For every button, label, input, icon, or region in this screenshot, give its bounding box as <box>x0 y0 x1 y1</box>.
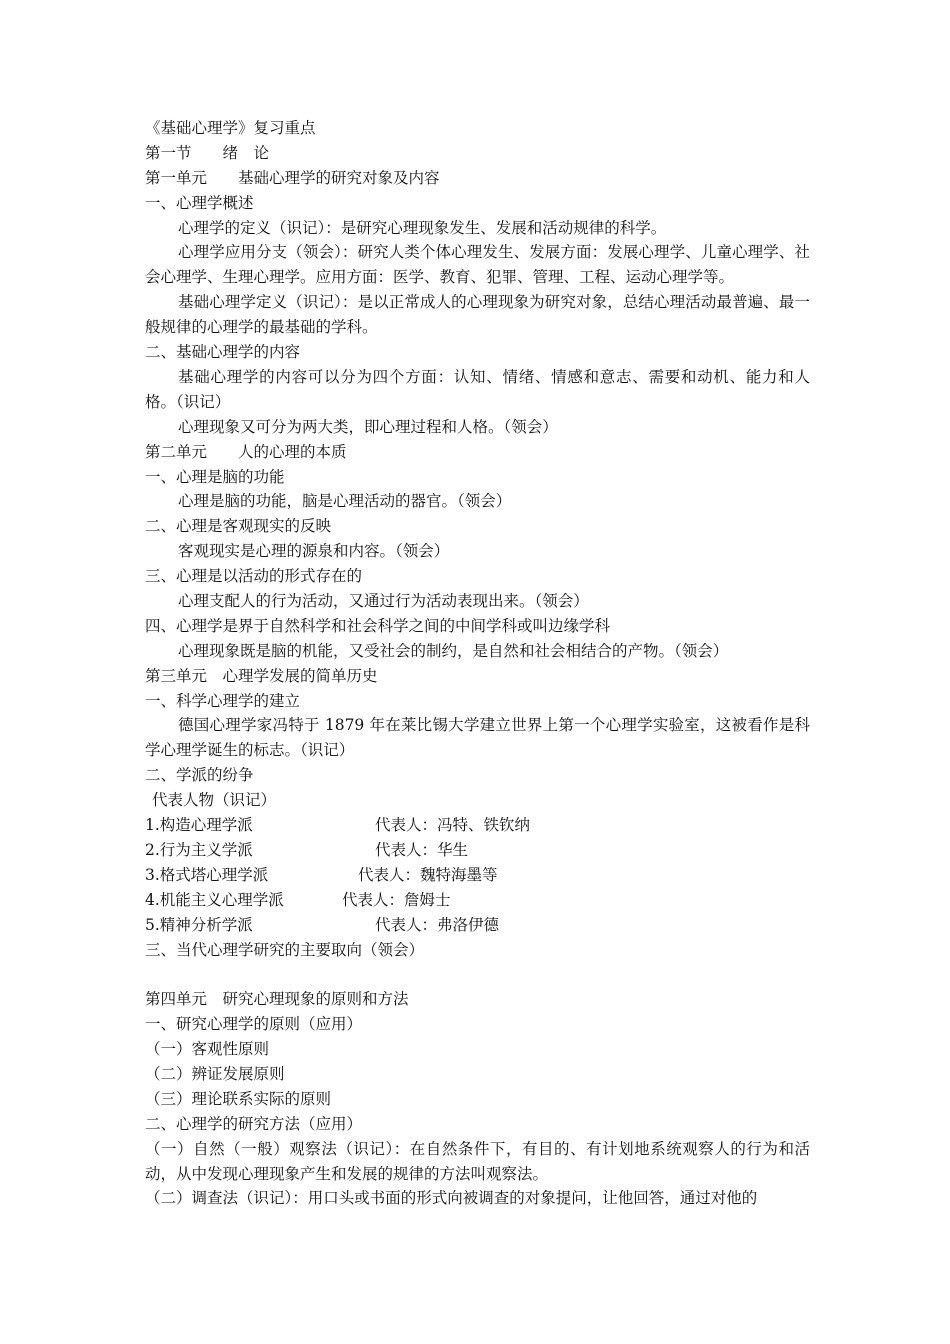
unit3-subheading-1: 一、科学心理学的建立 <box>145 691 301 710</box>
unit3-subheading-3: 三、当代心理学研究的主要取向（领会） <box>145 940 425 959</box>
unit2-paragraph-3: 心理支配人的行为活动，又通过行为活动表现出来。（领会） <box>178 592 589 611</box>
school-representative: 代表人：詹姆士 <box>342 890 451 909</box>
unit1-paragraph-categories: 心理现象又可分为两大类，即心理过程和人格。（领会） <box>178 417 558 436</box>
blank-line <box>145 962 810 987</box>
unit2-subheading-1: 一、心理是脑的功能 <box>145 467 285 486</box>
unit1-paragraph-basic-definition: 基础心理学定义（识记）：是以正常成人的心理现象为研究对象，总结心理活动最普遍、最一般规律的心理学的最基础的学科。 <box>145 293 810 337</box>
school-name: 5.精神分析学派 <box>145 915 253 934</box>
unit3-subheading-2: 二、学派的纷争 <box>145 766 254 785</box>
unit2-heading: 第二单元 人的心理的本质 <box>145 442 347 461</box>
unit2-subheading-3: 三、心理是以活动的形式存在的 <box>145 567 363 586</box>
school-row <box>145 888 810 913</box>
section-heading: 第一节 绪 论 <box>145 143 270 162</box>
unit1-heading: 第一单元 基础心理学的研究对象及内容 <box>145 168 440 187</box>
unit4-paragraph-observation: （一）自然（一般）观察法（识记）：在自然条件下，有目的、有计划地系统观察人的行为和活动，从中发现心理现象产生和发展的规律的方法叫观察法。 <box>145 1139 810 1183</box>
unit1-subheading-1: 一、心理学概述 <box>145 193 254 212</box>
unit2-subheading-2: 二、心理是客观现实的反映 <box>145 517 332 536</box>
school-representative: 代表人：华生 <box>375 840 469 859</box>
unit2-paragraph-2: 客观现实是心理的源泉和内容。（领会） <box>178 542 450 561</box>
unit4-subheading-2: 二、心理学的研究方法（应用） <box>145 1114 363 1133</box>
school-representative: 代表人：弗洛伊德 <box>375 915 500 934</box>
unit4-subheading-1: 一、研究心理学的原则（应用） <box>145 1015 363 1034</box>
unit4-paragraph-survey: （二）调查法（识记）：用口头或书面的形式向被调查的对象提问，让他回答，通过对他的 <box>145 1189 758 1208</box>
school-row <box>145 838 810 863</box>
principle-item: （二）辨证发展原则 <box>145 1064 285 1083</box>
school-row <box>145 863 810 888</box>
unit1-paragraph-content: 基础心理学的内容可以分为四个方面：认知、情绪、情感和意志、需要和动机、能力和人格。（识记） <box>145 367 810 411</box>
unit1-paragraph-branches: 心理学应用分支（领会）：研究人类个体心理发生、发展方面：发展心理学、儿童心理学、社会心理学、生理心理学。应用方面：医学、教育、犯罪、管理、工程、运动心理学等。 <box>145 243 810 287</box>
unit1-subheading-2: 二、基础心理学的内容 <box>145 343 301 362</box>
unit3-representatives-label: 代表人物（识记） <box>152 791 277 810</box>
school-name: 3.格式塔心理学派 <box>145 865 269 884</box>
principle-item: （三）理论联系实际的原则 <box>145 1089 332 1108</box>
unit3-paragraph-1: 德国心理学家冯特于 1879 年在莱比锡大学建立世界上第一个心理学实验室，这被看作是科学心理学诞生的标志。（识记） <box>145 716 810 760</box>
unit2-subheading-4: 四、心理学是界于自然科学和社会科学之间的中间学科或叫边缘学科 <box>145 616 611 635</box>
school-name: 2.行为主义学派 <box>145 840 253 859</box>
school-name: 1.构造心理学派 <box>145 816 253 835</box>
school-representative: 代表人：魏特海墨等 <box>358 865 498 884</box>
school-row <box>145 913 810 938</box>
unit4-heading: 第四单元 研究心理现象的原则和方法 <box>145 990 409 1009</box>
school-representative: 代表人：冯特、铁钦纳 <box>375 816 531 835</box>
unit3-heading: 第三单元 心理学发展的简单历史 <box>145 666 378 685</box>
unit2-paragraph-4: 心理现象既是脑的机能，又受社会的制约，是自然和社会相结合的产物。（领会） <box>178 641 729 660</box>
school-name: 4.机能主义心理学派 <box>145 890 284 909</box>
school-row <box>145 813 810 838</box>
principle-item: （一）客观性原则 <box>145 1040 270 1059</box>
document-title: 《基础心理学》复习重点 <box>145 119 316 137</box>
unit1-paragraph-definition: 心理学的定义（识记）：是研究心理现象发生、发展和活动规律的科学。 <box>178 218 667 237</box>
document-page <box>145 116 810 1211</box>
unit2-paragraph-1: 心理是脑的功能，脑是心理活动的器官。（领会） <box>178 492 512 511</box>
